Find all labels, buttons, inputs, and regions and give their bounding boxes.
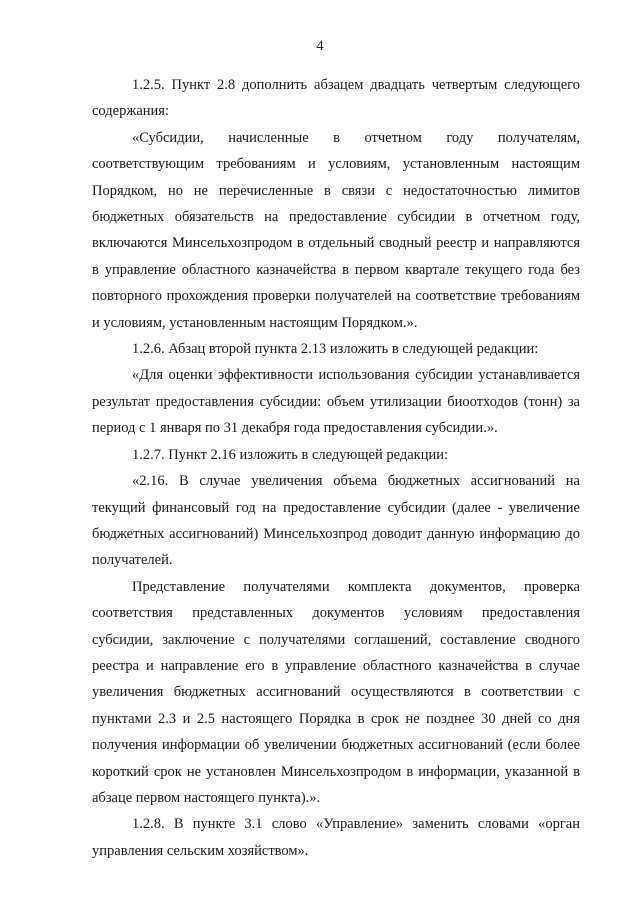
paragraph-submission: Представление получателями комплекта документов, проверка соответствия представленных документов условиям предоставления субсидии, заключение с получателями соглашений, составление сводного реестра и направление его в управление областного казначейства в случае увеличения бюджетных ассигнований осуществляются в соответствии с пунктами 2.3 и 2.5 настоящего Порядка в срок не позднее 30 дней со дня получения информации об увеличении бюджетных ассигнований (если более короткий срок не установлен Минсельхозпродом в информации, указанной в абзаце первом настоящего пункта).».: [92, 578, 580, 806]
page-number: 4: [316, 38, 324, 54]
paragraph-1-2-6: 1.2.6. Абзац второй пункта 2.13 изложить в следующей редакции:: [132, 341, 539, 358]
paragraph-1-2-7: 1.2.7. Пункт 2.16 изложить в следующей редакции:: [132, 446, 449, 463]
paragraph-subsidies-quote: «Субсидии, начисленные в отчетном году получателям, соответствующим требованиям и условиям, установленным настоящим Порядком, но не перечисленные в связи с недостаточностью лимитов бюджетных обязательств на предоставление субсидии в отчетном году, включаются Минсельхозпродом в отдельный сводный реестр и направляются в управление областного казначейства в первом квартале текущего года без повторного прохождения проверки получателей на соответствие требованиям и условиям, установленным настоящим Порядком.».: [92, 129, 580, 331]
paragraph-1-2-8: 1.2.8. В пункте 3.1 слово «Управление» заменить словами «орган управления сельским хозяйством».: [92, 816, 580, 859]
document-body: [92, 72, 580, 864]
paragraph-efficiency-quote: «Для оценки эффективности использования субсидии устанавливается результат предоставления субсидии: объем утилизации биоотходов (тонн) за период с 1 января по 31 декабря года предоставления субсидии.».: [92, 367, 580, 437]
paragraph-1-2-5: 1.2.5. Пункт 2.8 дополнить абзацем двадцать четвертым следующего содержания:: [92, 77, 580, 120]
paragraph-2-16-quote: «2.16. В случае увеличения объема бюджетных ассигнований на текущий финансовый год на предоставление субсидии (далее - увеличение бюджетных ассигнований) Минсельхозпрод доводит данную информацию до получателей.: [92, 473, 580, 569]
